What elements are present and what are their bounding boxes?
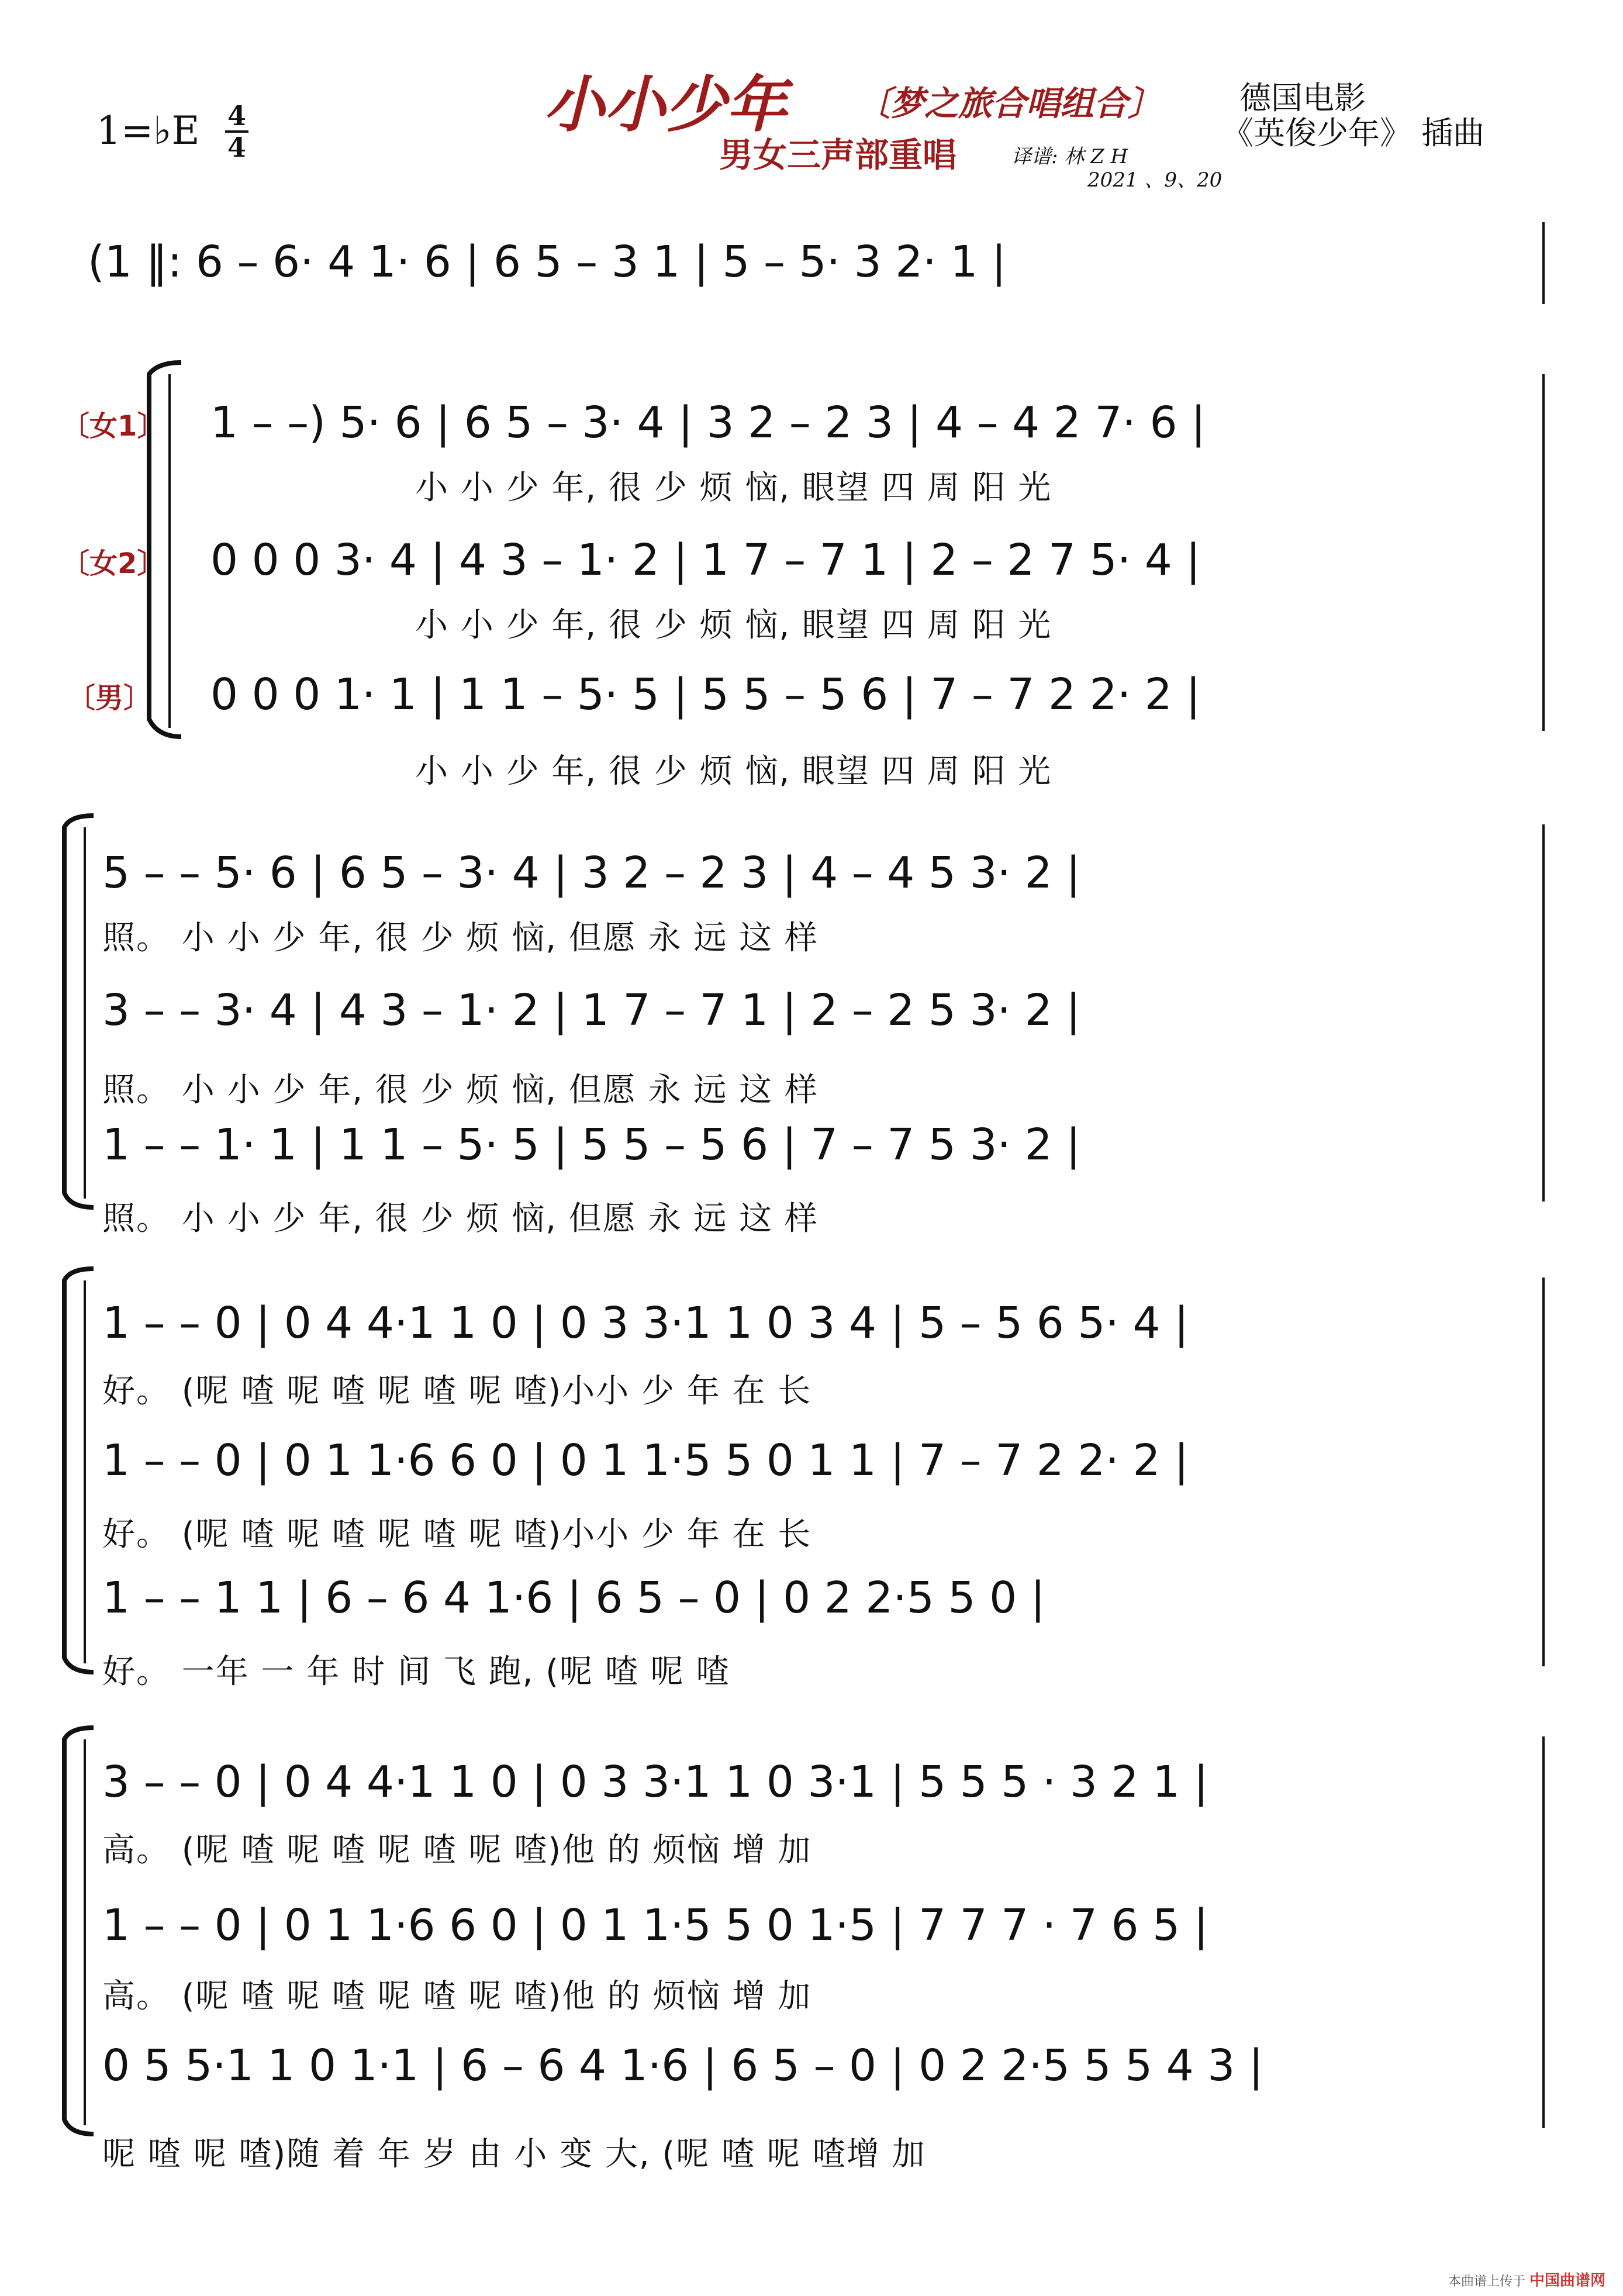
voice-label-female-1: 〔女1〕 [61, 410, 165, 443]
voice-label-female-2: 〔女2〕 [61, 547, 165, 580]
system-1-female-1-notes: 1 – –) 5· 6 | 6 5 – 3· 4 | 3 2 – 2 3 | 4 – 4 2 7· 6 | [210, 398, 1206, 448]
system-3-female-2-notes: 1 – – 0 | 0 1 1·6 6 0 | 0 1 1·5 5 0 1 1 | 7 – 7 2 2· 2 | [102, 1435, 1189, 1486]
system-2-female-2-lyrics: 照。 小 小 少 年, 很 少 烦 恼, 但愿 永 远 这 样 [102, 1071, 819, 1109]
arrangement-subtitle: 男女三声部重唱 [719, 135, 957, 175]
system-3-female-1-lyrics: 好。 (呢 喳 呢 喳 呢 喳 呢 喳)小小 少 年 在 长 [102, 1372, 812, 1410]
system-4-female-1-lyrics: 高。 (呢 喳 呢 喳 呢 喳 呢 喳)他 的 烦恼 增 加 [102, 1831, 812, 1869]
system-4-male-lyrics: 呢 喳 呢 喳)随 着 年 岁 由 小 变 大, (呢 喳 呢 喳增 加 [102, 2135, 926, 2173]
system-1-female-2-lyrics: 小 小 少 年, 很 少 烦 恼, 眼望 四 周 阳 光 [415, 606, 1052, 644]
transcriber-credit: 译谱: 林 Z H [1011, 145, 1128, 168]
song-title: 小小少年 [544, 69, 788, 140]
intro-notes: (1 ‖: 6 – 6· 4 1· 6 | 6 5 – 3 1 | 5 – 5· 3 2· 1 | [88, 237, 1006, 287]
origin-line-2: 《英俊少年》 插曲 [1222, 115, 1485, 151]
footer-credit [1448, 2269, 1605, 2290]
time-signature-bottom: 4 [227, 132, 246, 163]
system-4-female-2-notes: 1 – – 0 | 0 1 1·6 6 0 | 0 1 1·5 5 0 1·5 | 7 7 7 · 7 6 5 | [102, 1900, 1208, 1950]
key-signature: 1=♭E [96, 108, 200, 153]
system-2-female-2-notes: 3 – – 3· 4 | 4 3 – 1· 2 | 1 7 – 7 1 | 2 – 2 5 3· 2 | [102, 985, 1081, 1035]
system-1-male-lyrics: 小 小 少 年, 很 少 烦 恼, 眼望 四 周 阳 光 [415, 752, 1052, 790]
system-2-female-1-notes: 5 – – 5· 6 | 6 5 – 3· 4 | 3 2 – 2 3 | 4 – 4 5 3· 2 | [102, 848, 1081, 898]
system-3-male-lyrics: 好。 一年 一 年 时 间 飞 跑, (呢 喳 呢 喳 [102, 1653, 730, 1691]
system-1-male-notes: 0 0 0 1· 1 | 1 1 – 5· 5 | 5 5 – 5 6 | 7 – 7 2 2· 2 | [210, 669, 1201, 720]
transcription-date: 2021 、9、20 [1087, 168, 1223, 192]
system-4-male-notes: 0 5 5·1 1 0 1·1 | 6 – 6 4 1·6 | 6 5 – 0 | 0 2 2·5 5 5 4 3 | [102, 2040, 1263, 2091]
system-4-female-1-notes: 3 – – 0 | 0 4 4·1 1 0 | 0 3 3·1 1 0 3·1 | 5 5 5 · 3 2 1 | [102, 1757, 1208, 1807]
system-1-female-2-notes: 0 0 0 3· 4 | 4 3 – 1· 2 | 1 7 – 7 1 | 2 – 2 7 5· 4 | [210, 535, 1201, 585]
time-signature-top: 4 [227, 100, 246, 132]
voice-label-male: 〔男〕 [67, 682, 152, 714]
system-4-female-2-lyrics: 高。 (呢 喳 呢 喳 呢 喳 呢 喳)他 的 烦恼 增 加 [102, 1977, 812, 2015]
footer-site-logo: 中国曲谱网 [1529, 2272, 1605, 2290]
system-3-female-2-lyrics: 好。 (呢 喳 呢 喳 呢 喳 呢 喳)小小 少 年 在 长 [102, 1515, 812, 1553]
footer-text: 本曲谱上传于 [1448, 2274, 1525, 2289]
system-3-female-1-notes: 1 – – 0 | 0 4 4·1 1 0 | 0 3 3·1 1 0 3 4 | 5 – 5 6 5· 4 | [102, 1298, 1189, 1348]
system-1-female-1-lyrics: 小 小 少 年, 很 少 烦 恼, 眼望 四 周 阳 光 [415, 469, 1052, 507]
system-2-male-notes: 1 – – 1· 1 | 1 1 – 5· 5 | 5 5 – 5 6 | 7 – 7 5 3· 2 | [102, 1120, 1081, 1170]
origin-line-1: 德国电影 [1239, 80, 1366, 116]
system-3-male-notes: 1 – – 1 1 | 6 – 6 4 1·6 | 6 5 – 0 | 0 2 2·5 5 0 | [102, 1573, 1045, 1623]
system-2-female-1-lyrics: 照。 小 小 少 年, 很 少 烦 恼, 但愿 永 远 这 样 [102, 919, 819, 957]
performer-name: 〔梦之旅合唱组合〕 [857, 84, 1162, 123]
system-2-male-lyrics: 照。 小 小 少 年, 很 少 烦 恼, 但愿 永 远 这 样 [102, 1200, 819, 1238]
